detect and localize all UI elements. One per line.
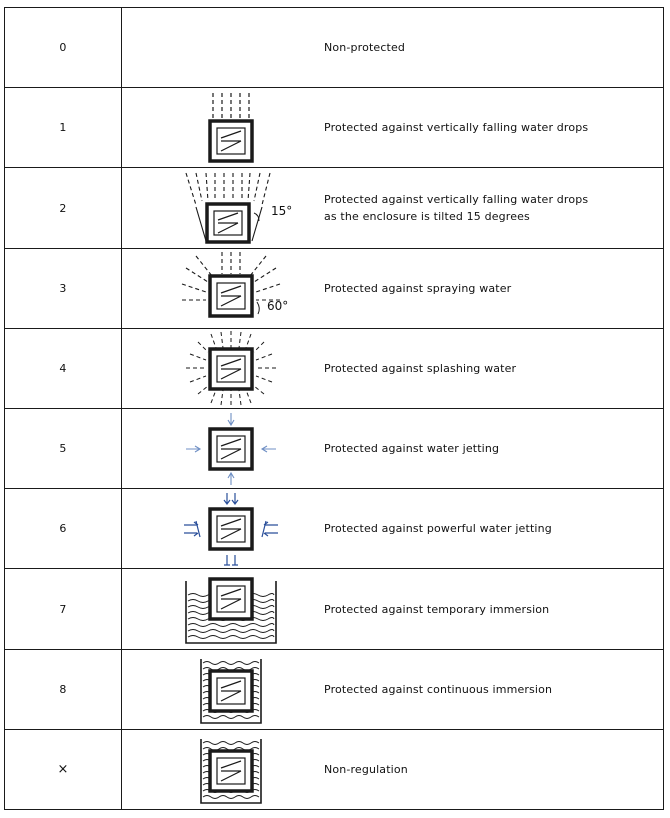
grade-cell: 6: [5, 489, 122, 568]
description-text: [324, 249, 511, 328]
table-row: [5, 568, 663, 648]
description-line: Protected against vertically falling water drops: [324, 121, 589, 135]
table-row: [5, 248, 663, 328]
temporary-immersion-icon: [166, 571, 296, 647]
description-cell: [122, 569, 663, 648]
description-line: Protected against vertically falling water drops: [324, 193, 589, 206]
grade-cell: 4: [5, 329, 122, 408]
grade-cell: 2: [5, 168, 122, 247]
description-cell: [122, 409, 663, 488]
table-row: [5, 8, 663, 87]
description-text: [324, 489, 552, 568]
table-row: [5, 488, 663, 568]
description-cell: [122, 249, 663, 328]
table-row: [5, 87, 663, 167]
description-text: [324, 409, 499, 488]
description-text: [324, 569, 549, 648]
description-text: [324, 168, 588, 247]
description-cell: [122, 168, 663, 247]
description-text: [324, 730, 408, 809]
grade-cell: 8: [5, 650, 122, 729]
grade-cell: 5: [5, 409, 122, 488]
description-cell: [122, 329, 663, 408]
table-row: [5, 729, 663, 809]
splashing-water-icon: [166, 330, 296, 406]
description-line: Non-regulation: [324, 762, 408, 776]
table-row: [5, 167, 663, 247]
table-row: [5, 328, 663, 408]
description-line: Protected against temporary immersion: [324, 602, 550, 616]
vertical-drops-icon: [171, 91, 291, 165]
description-line: as the enclosure is tilted 15 degrees: [324, 210, 530, 223]
description-line: Protected against water jetting: [324, 442, 500, 456]
description-line: Protected against continuous immersion: [324, 682, 553, 696]
description-cell: [122, 8, 663, 87]
table-row: [5, 649, 663, 729]
description-cell: [122, 489, 663, 568]
continuous-immersion-icon: [166, 651, 296, 727]
description-text: [324, 329, 516, 408]
grade-cell: 1: [5, 88, 122, 167]
grade-cell: 0: [5, 8, 122, 87]
description-text: [324, 88, 588, 167]
description-text: [324, 8, 405, 87]
table-row: [5, 408, 663, 488]
description-line: Protected against powerful water jetting: [324, 522, 552, 536]
ip-water-protection-table: [4, 7, 664, 810]
description-cell: [122, 88, 663, 167]
angle-label: 15°: [271, 204, 293, 219]
grade-cell: 3: [5, 249, 122, 328]
water-jet-icon: [166, 411, 296, 487]
non-regulation-icon: [166, 731, 296, 807]
grade-cell: 7: [5, 569, 122, 648]
powerful-water-jet-icon: [166, 491, 296, 567]
description-line: Non-protected: [324, 41, 406, 55]
angle-label: 60°: [267, 298, 289, 313]
description-line: Protected against spraying water: [324, 281, 512, 295]
spraying-water-icon: [166, 250, 296, 326]
description-line: Protected against splashing water: [324, 361, 517, 375]
description-cell: [122, 730, 663, 809]
description-cell: [122, 650, 663, 729]
description-text: [324, 650, 552, 729]
grade-cell: ×: [5, 730, 122, 809]
